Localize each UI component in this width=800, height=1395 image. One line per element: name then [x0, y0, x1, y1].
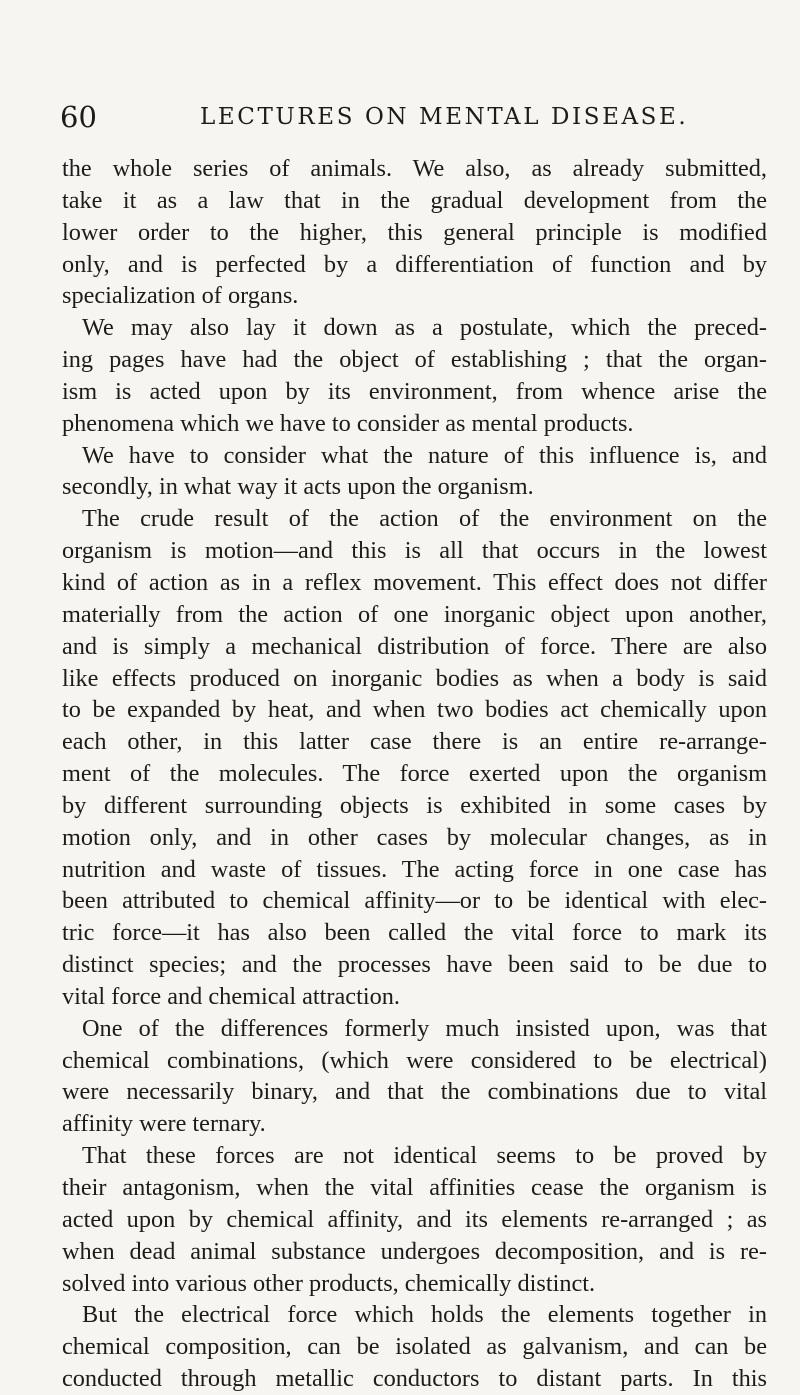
text-line: chemical composition, can be isolated as galvanism, and can be — [62, 1333, 767, 1361]
text-line: distinct species; and the processes have been said to be due to — [62, 951, 767, 979]
page-header — [60, 100, 760, 140]
text-line: lower order to the higher, this general principle is modified — [62, 218, 767, 246]
text-line: affinity were ternary. — [62, 1110, 266, 1138]
text-line: The crude result of the action of the environment on the — [82, 505, 767, 533]
text-line: secondly, in what way it acts upon the organism. — [62, 473, 534, 501]
text-line: ing pages have had the object of establishing ; that the organ- — [62, 346, 767, 374]
text-line: But the electrical force which holds the elements together in — [82, 1301, 767, 1329]
text-line: chemical combinations, (which were considered to be electrical) — [62, 1046, 767, 1074]
text-line: been attributed to chemical affinity—or to be identical with elec- — [62, 887, 767, 915]
text-line: One of the differences formerly much insisted upon, was that — [82, 1014, 767, 1042]
text-line: materially from the action of one inorganic object upon another, — [62, 600, 767, 628]
text-line: when dead animal substance undergoes decomposition, and is re- — [62, 1237, 767, 1265]
text-line: solved into various other products, chemically distinct. — [62, 1269, 596, 1297]
text-line: specialization of organs. — [62, 282, 299, 310]
running-head: LECTURES ON MENTAL DISEASE. — [200, 104, 689, 130]
text-line: We have to consider what the nature of this influence is, and — [82, 441, 767, 469]
page-number: 60 — [60, 100, 97, 134]
text-line: organism is motion—and this is all that occurs in the lowest — [62, 537, 767, 565]
text-line: We may also lay it down as a postulate, which the preced- — [82, 314, 767, 342]
text-line: to be expanded by heat, and when two bodies act chemically upon — [62, 696, 767, 724]
text-line: take it as a law that in the gradual development from the — [62, 186, 767, 214]
text-line: motion only, and in other cases by molecular changes, as in — [62, 823, 767, 851]
text-line: tric force—it has also been called the vital force to mark its — [62, 919, 767, 947]
text-line: phenomena which we have to consider as mental products. — [62, 409, 634, 437]
text-line: each other, in this latter case there is an entire re-arrange- — [62, 728, 767, 756]
text-line: the whole series of animals. We also, as already submitted, — [62, 155, 767, 182]
body-text — [62, 153, 767, 1395]
text-line: and is simply a mechanical distribution of force. There are also — [62, 632, 767, 660]
text-line: by different surrounding objects is exhibited in some cases by — [62, 791, 767, 819]
text-line: vital force and chemical attraction. — [62, 982, 400, 1010]
text-line: conducted through metallic conductors to distant parts. In this — [62, 1365, 767, 1393]
text-line: like effects produced on inorganic bodies as when a body is said — [62, 664, 767, 692]
text-line: acted upon by chemical affinity, and its elements re-arranged ; as — [62, 1205, 767, 1233]
text-line: were necessarily binary, and that the combinations due to vital — [62, 1078, 767, 1106]
text-line: ment of the molecules. The force exerted upon the organism — [62, 760, 767, 788]
text-line: ism is acted upon by its environment, from whence arise the — [62, 377, 767, 405]
text-line: nutrition and waste of tissues. The acting force in one case has — [62, 855, 767, 883]
text-line: kind of action as in a reflex movement. This effect does not differ — [62, 568, 767, 596]
text-line: That these forces are not identical seems to be proved by — [82, 1142, 767, 1170]
text-line: only, and is perfected by a differentiation of function and by — [62, 250, 767, 278]
text-line: their antagonism, when the vital affinities cease the organism is — [62, 1174, 767, 1201]
